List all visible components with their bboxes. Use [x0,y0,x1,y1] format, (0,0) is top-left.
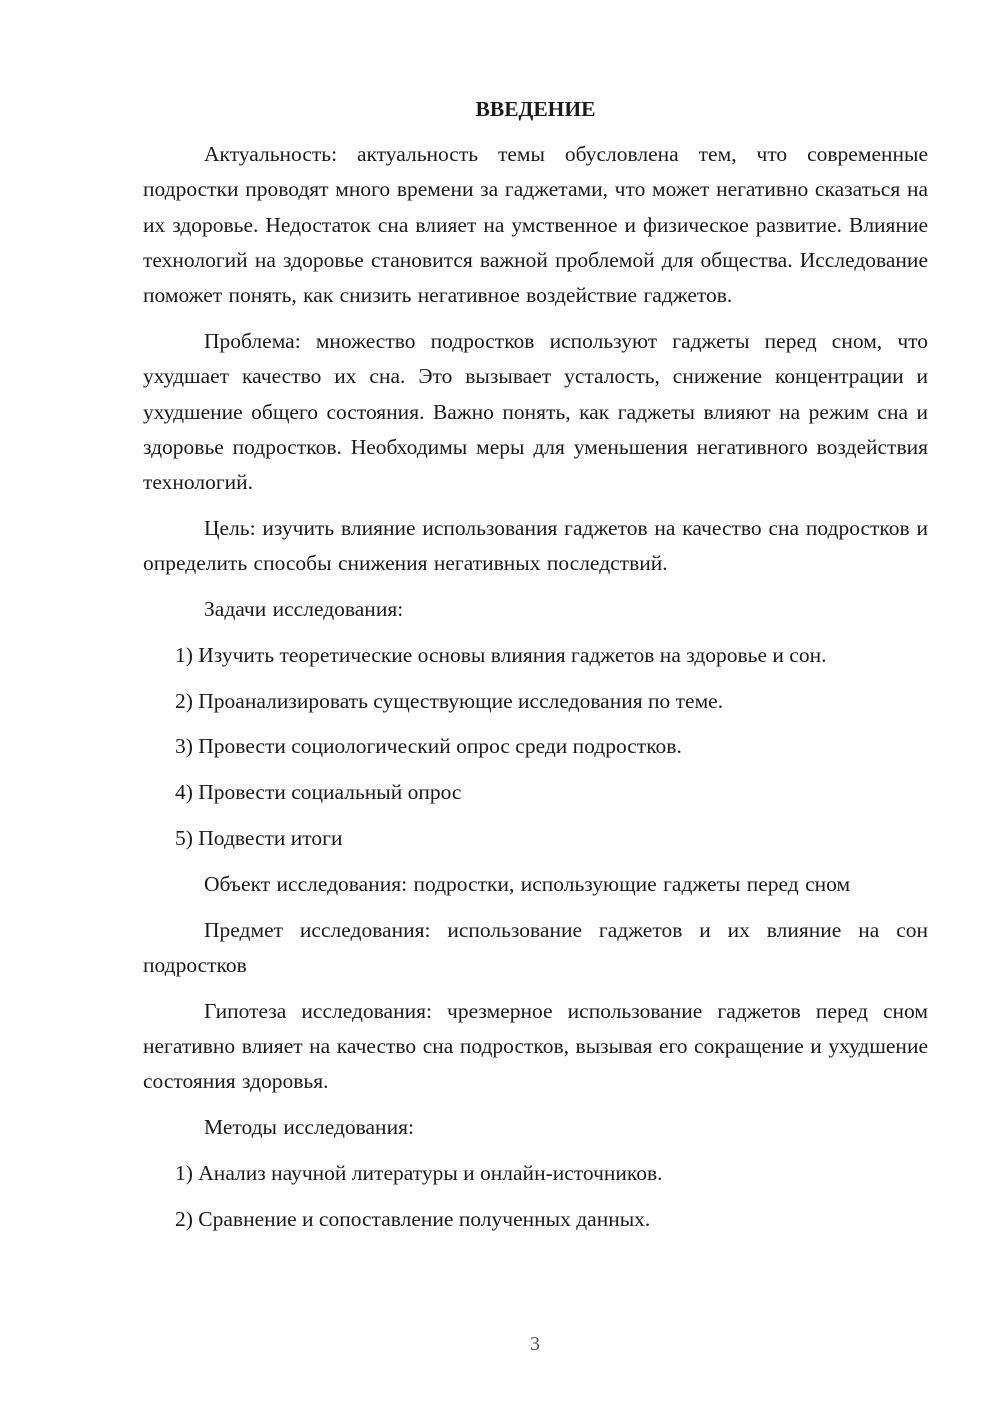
goal-paragraph: Цель: изучить влияние использования гаджетов на качество сна подростков и определить способы снижения негативных последствий. [143,515,928,576]
page-number: 3 [530,1333,540,1355]
task-item-1: 1) Изучить теоретические основы влияния гаджетов на здоровье и сон. [175,642,827,667]
task-item-3: 3) Провести социологический опрос среди подростков. [175,734,682,759]
task-item-5: 5) Подвести итоги [175,826,343,851]
page-title: ВВЕДЕНИЕ [475,97,596,121]
relevance-paragraph: Актуальность: актуальность темы обусловлена тем, что современные подростки проводят много времени за гаджетами, что может негативно сказаться на их здоровье. Недостаток сна влияет на умственное и физическое развитие. Влияние технологий на здоровье становится важной проблемой для общества. Исследование поможет понять, как снизить негативное воздействие гаджетов. [143,142,928,308]
subject-paragraph: Предмет исследования: использование гаджетов и их влияние на сон подростков [143,917,928,977]
task-item-4: 4) Провести социальный опрос [175,780,462,805]
problem-paragraph: Проблема: множество подростков используют гаджеты перед сном, что ухудшает качество их сна. Это вызывает усталость, снижение концентрации и ухудшение общего состояния. Важно понять, как гаджеты влияют на режим сна и здоровье подростков. Необходимы меры для уменьшения негативного воздействия технологий. [143,328,928,495]
document-page [143,92,928,1248]
task-item-2: 2) Проанализировать существующие исследования по теме. [175,688,724,713]
tasks-heading: Задачи исследования: [204,597,404,622]
method-item-2: 2) Сравнение и сопоставление полученных данных. [175,1206,651,1231]
methods-heading: Методы исследования: [204,1115,414,1140]
method-item-1: 1) Анализ научной литературы и онлайн-источников. [175,1160,663,1185]
object-paragraph: Объект исследования: подростки, использующие гаджеты перед сном [204,871,851,896]
hypothesis-paragraph: Гипотеза исследования: чрезмерное использование гаджетов перед сном негативно влияет на качество сна подростков, вызывая его сокращение и ухудшение состояния здоровья. [143,998,928,1094]
